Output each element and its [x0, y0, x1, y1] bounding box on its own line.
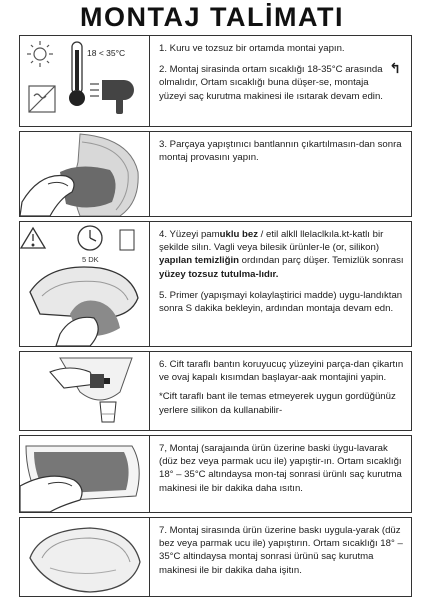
step-3-text-box [159, 138, 405, 172]
no-dust-icon [29, 86, 55, 112]
step-row-3 [19, 131, 412, 217]
step-row-1-2 [19, 35, 412, 127]
step-7b-text: 7. Montaj sirasında ürün üzerine baskı uygula-yarak (düz bez veya parmak ucu ile) yapıştırın. Ortam sıcaklığı 18° – 35°C altindaysa montaj sonrasi ürünü saç kurutma makinesi ile bir dakika daha işitın. [159, 525, 403, 576]
thermometer-icon [69, 42, 85, 106]
step-row-7b [19, 517, 412, 597]
temperature-label: 18 < 35°C [87, 48, 126, 58]
page-title: MONTAJ TALİMATI [80, 2, 344, 32]
step-6-illustration [20, 352, 150, 430]
step-3-illustration [20, 132, 150, 216]
warning-icon [21, 228, 45, 248]
step-1-2-illustration [20, 36, 150, 126]
step-1-text: 1. Kuru ve tozsuz bir ortamda montai yapın. [159, 43, 345, 54]
step-7a-text-box [159, 442, 405, 503]
clock-icon [78, 226, 102, 250]
step-6-text: 6. Cift taraflı bantın koruyucuç yüzeyini parça-dan çikartın ve ovaj kapalı kısımdan başlayar-aak montajini yapin. [159, 359, 404, 384]
hair-dryer-icon [90, 80, 134, 114]
undo-arrow-icon: ↰ [389, 60, 401, 77]
step-1-2-text [159, 42, 405, 111]
step-7b-illustration [20, 518, 150, 596]
step-3-text: 3. Parçaya yapıştınıcı bantlannın çıkartılmasın-dan sonra montaj provasını yapın. [159, 139, 402, 164]
step-7b-text-box [159, 524, 405, 585]
step-7a-text: 7, Montaj (sarajaında ürün üzerine baski üygu-lavarak (düz bez veya parmak ucu ile) yapıştir-ın. Ortam sıcaklığı 18° – 35°C altındaysa mon-taj sonrasi ürünlı saç kurutma makinesi ile bir dakika daha ısıtın. [159, 443, 402, 494]
step-4-text: 4. Yüzeyi pamuklu bez / etil alkll llelaclkıla.kt-katlı bir şekilde silın. Vagli veya bilesik ürünler-le (or, silikon) yapılan temizliğin ordından parç düşer. Temizlük sonrası yüzey tozsuz tutulma-lıdır. [159, 229, 404, 280]
step-7a-illustration [20, 436, 150, 512]
step-2-text: 2. Montaj sirasinda ortam sıcaklığı 18-35°C arasında olmalıdır, Ortam sıcaklığı buna düşer-se, montaja yüzeyi saç kurutma makinesi ile ısıtarak devam edin. [159, 64, 383, 102]
step-5-text: 5. Primer (yapışmayi kolaylaştirici madde) uygu-landıktan sonra S dakika bekleyin, ardından montaja devam edn. [159, 289, 403, 315]
step-row-6 [19, 351, 412, 431]
step-4-5-text [159, 228, 405, 323]
sun-icon [27, 41, 53, 67]
step-6-text-box [159, 358, 405, 425]
step-row-7a [19, 435, 412, 513]
minutes-label: 5 DK [82, 255, 99, 264]
step-6-note: *Cift taraflı bant ile temas etmeyerek uygun gordüğünüz yerlere silikon da kullanabilir- [159, 391, 396, 416]
step-row-4-5 [19, 221, 412, 347]
step-4-5-illustration [20, 222, 150, 346]
